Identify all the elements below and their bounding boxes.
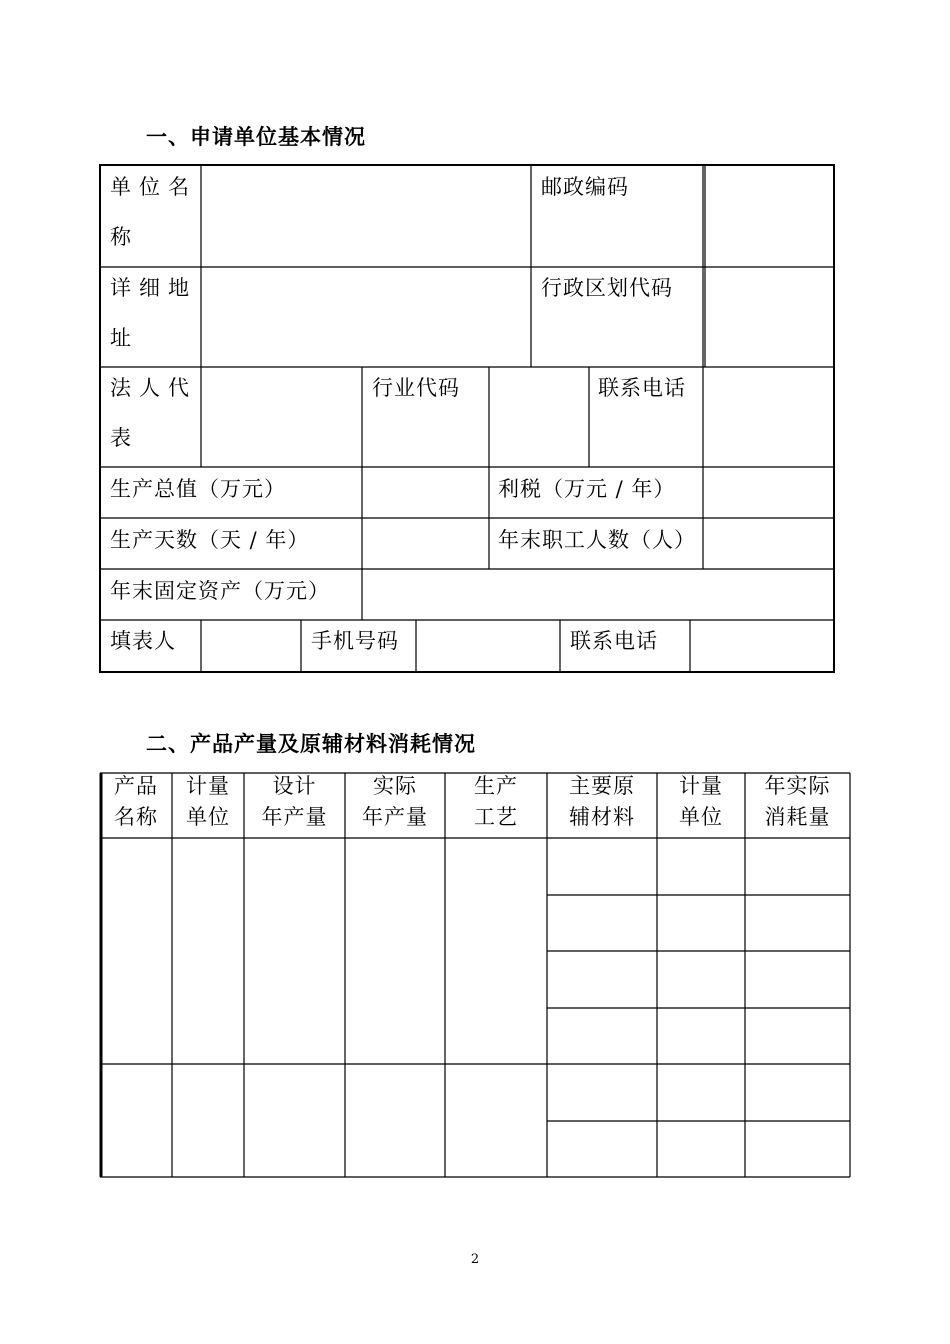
col-header-line1: 计量	[679, 774, 723, 798]
output-value-label: 生产总值（万元）	[110, 477, 286, 501]
tax-label: 利税（万元 / 年）	[498, 477, 676, 501]
col-header-line2: 单位	[186, 805, 230, 829]
address-label-line2: 址	[110, 326, 132, 350]
col-header-materials	[547, 771, 657, 833]
col-header-line1: 年实际	[764, 774, 831, 798]
address-label-line1: 详细地	[110, 276, 197, 300]
col-header-line1: 产品	[114, 774, 158, 798]
mobile-label: 手机号码	[311, 629, 399, 653]
col-header-line1: 设计	[272, 774, 317, 798]
col-header-material-unit	[657, 771, 745, 833]
col-header-process	[445, 771, 547, 833]
col-header-unit	[172, 771, 244, 833]
industry-code-label: 行业代码	[372, 376, 460, 400]
fixed-assets-label: 年末固定资产（万元）	[110, 579, 330, 603]
col-header-actual-output	[345, 771, 445, 833]
filler-label: 填表人	[110, 629, 176, 653]
legal-rep-label-line2: 表	[110, 426, 132, 450]
col-header-line2: 辅材料	[569, 805, 635, 829]
page-number: 2	[470, 1252, 480, 1267]
employees-label: 年末职工人数（人）	[498, 528, 696, 552]
col-header-line2: 年产量	[261, 805, 328, 829]
unit-name-label-line1: 单位名	[110, 175, 197, 199]
col-header-product-name	[100, 771, 172, 833]
col-header-line1: 生产	[474, 774, 518, 798]
col-header-line2: 年产量	[362, 805, 428, 829]
col-header-line2: 消耗量	[764, 805, 831, 829]
col-header-line2: 单位	[679, 805, 723, 829]
col-header-line2: 工艺	[474, 805, 518, 829]
phone-label: 联系电话	[598, 376, 686, 400]
col-header-line1: 实际	[373, 774, 417, 798]
postcode-label: 邮政编码	[541, 175, 629, 199]
admin-code-label: 行政区划代码	[541, 276, 673, 300]
section1-title: 一、申请单位基本情况	[146, 125, 366, 149]
col-header-line1: 计量	[186, 774, 230, 798]
unit-name-label-line2: 称	[110, 225, 132, 249]
col-header-line2: 名称	[114, 805, 158, 829]
col-header-consumption	[745, 771, 850, 833]
production-days-label: 生产天数（天 / 年）	[110, 528, 310, 552]
legal-rep-label-line1: 法人代	[110, 376, 197, 400]
contact-phone-label: 联系电话	[570, 629, 658, 653]
section2-title: 二、产品产量及原辅材料消耗情况	[146, 732, 476, 756]
col-header-line1: 主要原	[569, 774, 635, 798]
col-header-design-capacity	[244, 771, 345, 833]
